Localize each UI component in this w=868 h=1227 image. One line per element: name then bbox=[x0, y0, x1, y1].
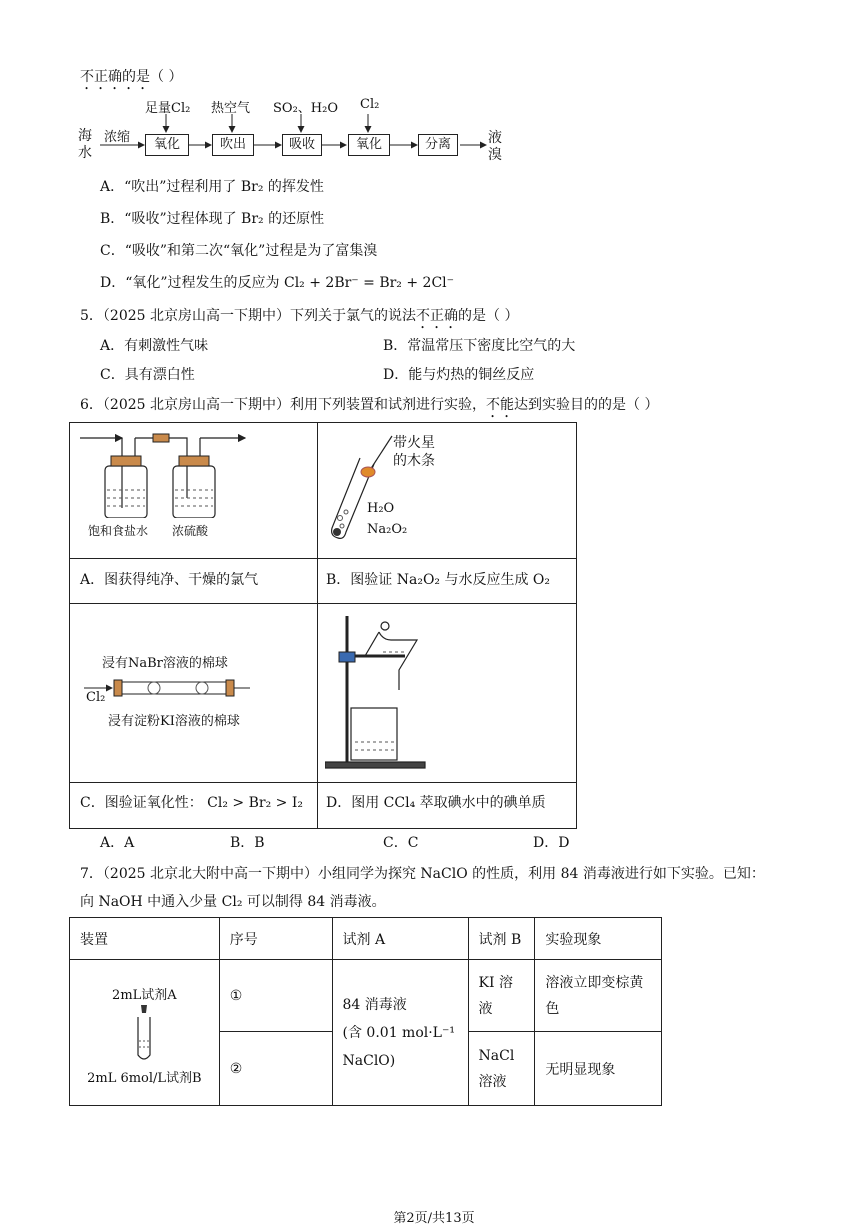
q7-row1-reagent-b: KI 溶液 bbox=[468, 960, 535, 1032]
q6-caption-d: D．图用 CCl₄ 萃取碘水中的碘单质 bbox=[326, 795, 546, 811]
q4-option-d: D．“氧化”过程发生的反应为 Cl₂ + 2Br⁻ = Br₂ + 2Cl⁻ bbox=[100, 275, 455, 291]
q7-experiment-table bbox=[69, 917, 662, 1106]
q5-option-d: D．能与灼热的铜丝反应 bbox=[383, 367, 535, 383]
q6-choice-b: B．B bbox=[230, 835, 265, 851]
q7-reagent-a-line1: 84 消毒液 bbox=[342, 996, 407, 1013]
splint-label: 带火星 的木条 bbox=[393, 435, 435, 469]
q7-reagent-a-line2: (含 0.01 mol·L⁻¹ bbox=[342, 1024, 455, 1041]
q6-choice-a: A．A bbox=[100, 835, 135, 851]
bottle-2-label: 浓硫酸 bbox=[172, 524, 209, 538]
q6-caption-c: C．图验证氧化性： Cl₂ > Br₂ > I₂ bbox=[80, 795, 303, 811]
q5-option-c: C．具有漂白性 bbox=[100, 367, 195, 383]
q7-header-reagent-b: 试剂 B bbox=[468, 918, 535, 960]
q5-stem-suffix: 的是（ ） bbox=[458, 308, 519, 324]
q7-row1-number: ① bbox=[219, 960, 332, 1032]
q7-row2-reagent-b: NaCl 溶液 bbox=[468, 1032, 535, 1106]
q7-device-top-label: 2mL试剂A bbox=[112, 987, 177, 1003]
q7-stem-line1: 7．（2025 北京北大附中高一下期中）小组同学为探究 NaClO 的性质，利用 84 消毒液进行如下实验。已知： bbox=[80, 866, 765, 882]
flow-step-oxidize-1: 氧化 bbox=[145, 134, 189, 156]
q4-stem-suffix: （ ） bbox=[150, 69, 183, 85]
q6-choice-c: C．C bbox=[383, 835, 419, 851]
q4-stem bbox=[80, 66, 182, 93]
q6-caption-b: B．图验证 Na₂O₂ 与水反应生成 O₂ bbox=[326, 572, 551, 588]
q5-stem-emphasis: 不正确 bbox=[416, 308, 458, 324]
q6-stem-prefix: 6．（2025 北京房山高一下期中）利用下列装置和试剂进行实验， bbox=[80, 397, 486, 413]
q5-option-a: A．有刺激性气味 bbox=[100, 338, 209, 354]
flow-input-4: Cl₂ bbox=[360, 97, 380, 112]
water-label: H₂O bbox=[367, 501, 395, 516]
q7-reagent-a-cell bbox=[332, 960, 468, 1106]
q7-header-phenomenon: 实验现象 bbox=[535, 918, 662, 960]
nabr-ball-label: 浸有NaBr溶液的棉球 bbox=[102, 656, 228, 671]
flow-source-label: 海 水 bbox=[78, 128, 92, 161]
q6-stem bbox=[80, 394, 658, 421]
peroxide-label: Na₂O₂ bbox=[367, 522, 408, 537]
q7-row2-phenomenon: 无明显现象 bbox=[535, 1032, 662, 1106]
q7-row2-number: ② bbox=[219, 1032, 332, 1106]
flow-input-3: SO₂、H₂O bbox=[273, 101, 338, 116]
q5-option-b: B．常温常压下密度比空气的大 bbox=[383, 338, 576, 354]
q7-row1-phenomenon: 溶液立即变棕黄色 bbox=[535, 960, 662, 1032]
q7-device-cell bbox=[70, 960, 220, 1106]
tube-cotton-balls-diagram bbox=[84, 668, 254, 708]
flow-product-label: 液 溴 bbox=[488, 130, 502, 163]
flow-step-blow-out: 吹出 bbox=[212, 134, 254, 156]
bottle-1-label: 饱和食盐水 bbox=[88, 524, 149, 538]
q7-header-number: 序号 bbox=[219, 918, 332, 960]
flow-input-2: 热空气 bbox=[211, 101, 251, 116]
q4-stem-emphasis: 不正确的是 bbox=[80, 69, 150, 85]
flow-concentrate-label: 浓缩 bbox=[104, 130, 131, 145]
cl2-inlet-label: Cl₂ bbox=[86, 690, 106, 705]
flow-input-1: 足量Cl₂ bbox=[145, 101, 191, 116]
ki-ball-label: 浸有淀粉KI溶液的棉球 bbox=[108, 714, 240, 729]
q5-stem bbox=[80, 305, 518, 332]
q6-caption-a: A．图获得纯净、干燥的氯气 bbox=[80, 572, 259, 588]
q6-stem-emphasis: 不能 bbox=[486, 397, 514, 413]
q7-device-bottom-label: 2mL 6mol/L试剂B bbox=[87, 1070, 202, 1086]
q4-option-c: C．“吸收”和第二次“氧化”过程是为了富集溴 bbox=[100, 243, 378, 259]
q7-header-row bbox=[70, 918, 662, 960]
q7-reagent-a-line3: NaClO) bbox=[342, 1052, 396, 1069]
table-row bbox=[70, 960, 662, 1032]
gas-washing-bottles-diagram bbox=[75, 428, 255, 518]
q5-stem-prefix: 5．（2025 北京房山高一下期中）下列关于氯气的说法 bbox=[80, 308, 416, 324]
flow-step-separate: 分离 bbox=[418, 134, 458, 156]
q7-header-device: 装置 bbox=[70, 918, 220, 960]
flow-step-absorb: 吸收 bbox=[282, 134, 322, 156]
q4-option-a: A．“吹出”过程利用了 Br₂ 的挥发性 bbox=[100, 179, 324, 195]
flow-step-oxidize-2: 氧化 bbox=[348, 134, 390, 156]
test-tube-dropper-icon bbox=[129, 1003, 159, 1063]
q4-option-b: B．“吸收”过程体现了 Br₂ 的还原性 bbox=[100, 211, 325, 227]
q7-stem-line2: 向 NaOH 中通入少量 Cl₂ 可以制得 84 消毒液。 bbox=[80, 894, 386, 910]
q6-stem-suffix: 达到实验目的的是（ ） bbox=[514, 397, 659, 413]
page-footer: 第2页/共13页 bbox=[393, 1211, 475, 1226]
q6-choice-d: D．D bbox=[533, 835, 570, 851]
q7-header-reagent-a: 试剂 A bbox=[332, 918, 468, 960]
separatory-funnel-diagram bbox=[325, 612, 435, 770]
